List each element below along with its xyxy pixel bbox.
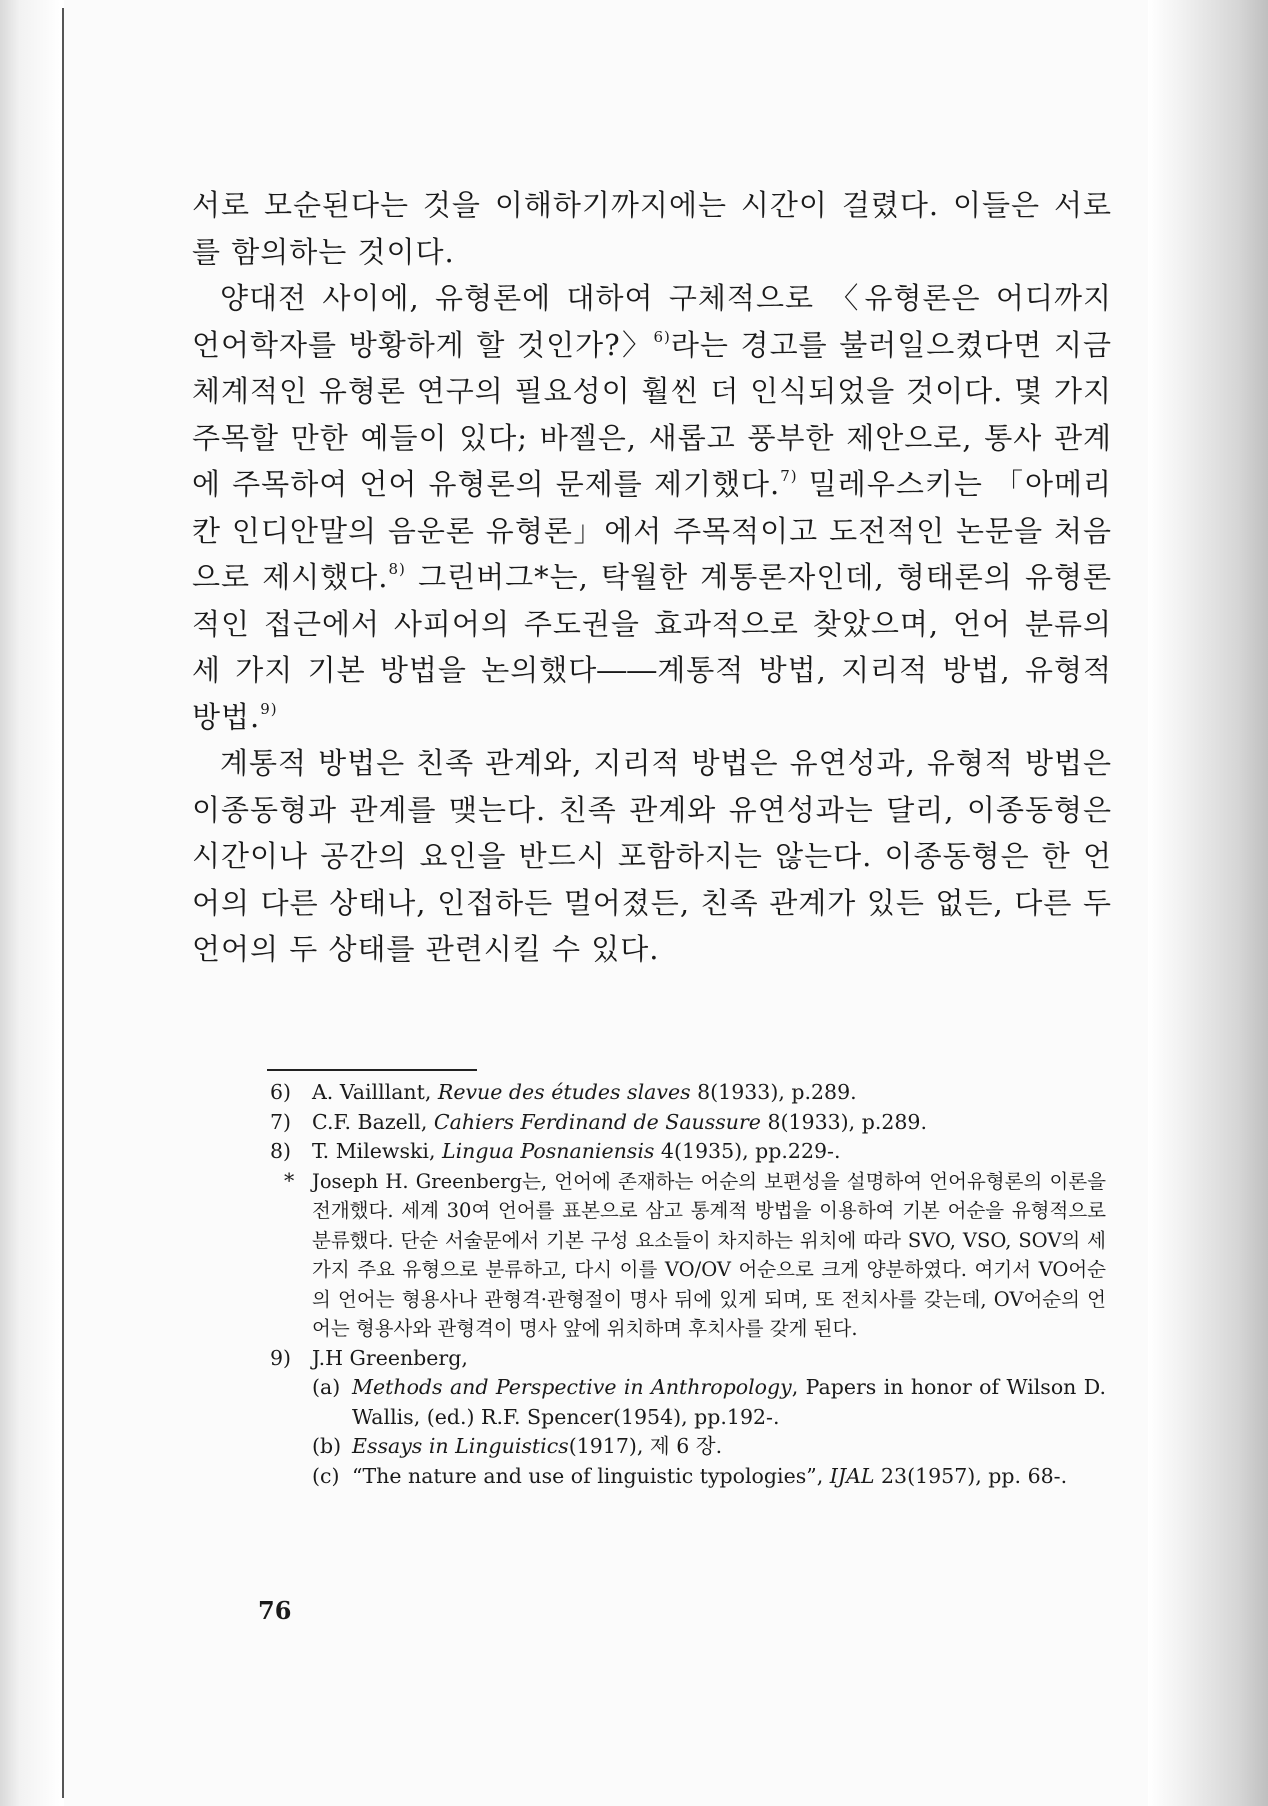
footnote-citation: , Papers in honor of Wilson D. Wallis, (ed.) R.F. Spencer(1954), pp.192-. [352, 1375, 1106, 1429]
footnote-ref-6: 6) [653, 327, 671, 346]
sub-label: (c) [312, 1463, 340, 1488]
footnote-ref-9: 9) [260, 699, 278, 718]
footnote-number: 7) [270, 1109, 292, 1134]
footnote-9c [270, 1462, 1106, 1492]
body-text [192, 182, 1112, 973]
paragraph-3-text: 계통적 방법은 친족 관계와, 지리적 방법은 유연성과, 유형적 방법은 이종동형과 관계를 맺는다. 친족 관계와 유연성과는 달리, 이종동형은 시간이나 공간의 요인을 반드시 포함하지는 않는다. 이종동형은 한 언어의 다른 상태나, 인접하든 멀어졌든, 친족 관계가 있든 없든, 다른 두 언어의 두 상태를 관련시킬 수 있다. [192, 746, 1112, 966]
footnote-9a [270, 1373, 1106, 1432]
footnote-star-text: Joseph H. Greenberg는, 언어에 존재하는 어순의 보편성을 설명하여 언어유형론의 이론을 전개했다. 세계 30여 언어를 표본으로 삼고 통계적 방법을 이용하여 기본 어순을 유형적으로 분류했다. 단순 서술문에서 기본 구성 요소들이 차지하는 위치에 따라 SVO, VSO, SOV의 세 가지 주요 유형으로 분류하고, 다시 이를 VO/OV 어순으로 크게 양분하였다. 여기서 VO어순의 언어는 형용사나 관형격·관형절이 명사 뒤에 있게 되며, 또 전치사를 갖는데, OV어순의 언어는 형용사와 관형격이 명사 앞에 위치하며 후치사를 갖게 된다. [312, 1169, 1106, 1340]
paragraph-3 [192, 740, 1112, 973]
page-number: 76 [258, 1596, 292, 1625]
paragraph-1 [192, 182, 1112, 275]
footnote-author: A. Vailllant, [312, 1080, 438, 1104]
footnote-9 [270, 1344, 1106, 1374]
footnote-author: T. Milewski, [312, 1139, 443, 1163]
paragraph-2-text-d: 그린버그*는, 탁월한 계통론자인데, 형태론의 유형론적인 접근에서 사피어의 주도권을 효과적으로 찾았으며, 언어 분류의 세 가지 기본 방법을 논의했다――계통적 방법, 지리적 방법, 유형적 방법. [192, 560, 1113, 734]
page-shadow-right [1148, 0, 1268, 1806]
footnote-title: Revue des études slaves [437, 1080, 691, 1104]
footnote-title: Essays in Linguistics [352, 1434, 569, 1458]
paragraph-1-text: 서로 모순된다는 것을 이해하기까지에는 시간이 걸렸다. 이들은 서로를 함의하는 것이다. [192, 188, 1112, 269]
footnote-star [270, 1167, 1106, 1344]
footnote-title: IJAL [829, 1463, 875, 1488]
footnote-number: 9) [270, 1345, 292, 1370]
footnote-author: C.F. Bazell, [312, 1109, 434, 1134]
footnote-author: J.H Greenberg, [312, 1345, 468, 1370]
footnote-title: Cahiers Ferdinand de Saussure [433, 1109, 761, 1134]
paragraph-2-text-a: 양대전 사이에, 유형론에 대하여 구체적으로 〈유형론은 어디까지 언어학자를 방황하게 할 것인가?〉 [192, 281, 1112, 362]
footnote-separator [267, 1069, 477, 1071]
footnote-citation: 23(1957), pp. 68-. [874, 1463, 1068, 1488]
page-shadow-left [0, 0, 70, 1806]
footnote-article: “The nature and use of linguistic typologies”, [352, 1463, 830, 1488]
footnote-7 [270, 1108, 1106, 1138]
paragraph-2 [192, 275, 1112, 740]
footnote-citation: 4(1935), pp.229-. [654, 1139, 841, 1163]
footnote-number: 6) [270, 1080, 292, 1104]
paragraph-2-text-c: 밀레우스키는 「아메리칸 인디안말의 음운론 유형론」에서 주목적이고 도전적인 논문을 처음으로 제시했다. [192, 467, 1113, 594]
footnote-asterisk: * [284, 1168, 295, 1193]
footnote-ref-8: 8) [388, 560, 406, 578]
footnote-citation: (1917), 제 6 장. [568, 1434, 723, 1458]
footnote-8 [270, 1137, 1106, 1167]
footnote-title: Methods and Perspective in Anthropology [352, 1375, 792, 1399]
footnote-title: Lingua Posnaniensis [442, 1139, 655, 1163]
sub-label: (a) [312, 1375, 341, 1399]
footnote-citation: 8(1933), p.289. [690, 1080, 857, 1104]
sub-label: (b) [312, 1434, 342, 1458]
footnote-6 [270, 1078, 1106, 1108]
footnotes [270, 1078, 1106, 1491]
paragraph-2-text-b: 라는 경고를 불러일으켰다면 지금 체계적인 유형론 연구의 필요성이 훨씬 더 인식되었을 것이다. 몇 가지 주목할 만한 예들이 있다; 바젤은, 새롭고 풍부한 제안으로, 통사 관계에 주목하여 언어 유형론의 문제를 제기했다. [192, 327, 1112, 501]
footnote-number: 8) [270, 1139, 292, 1163]
footnote-ref-7: 7) [780, 467, 798, 485]
footnote-9b [270, 1432, 1106, 1462]
footnote-citation: 8(1933), p.289. [760, 1109, 927, 1134]
